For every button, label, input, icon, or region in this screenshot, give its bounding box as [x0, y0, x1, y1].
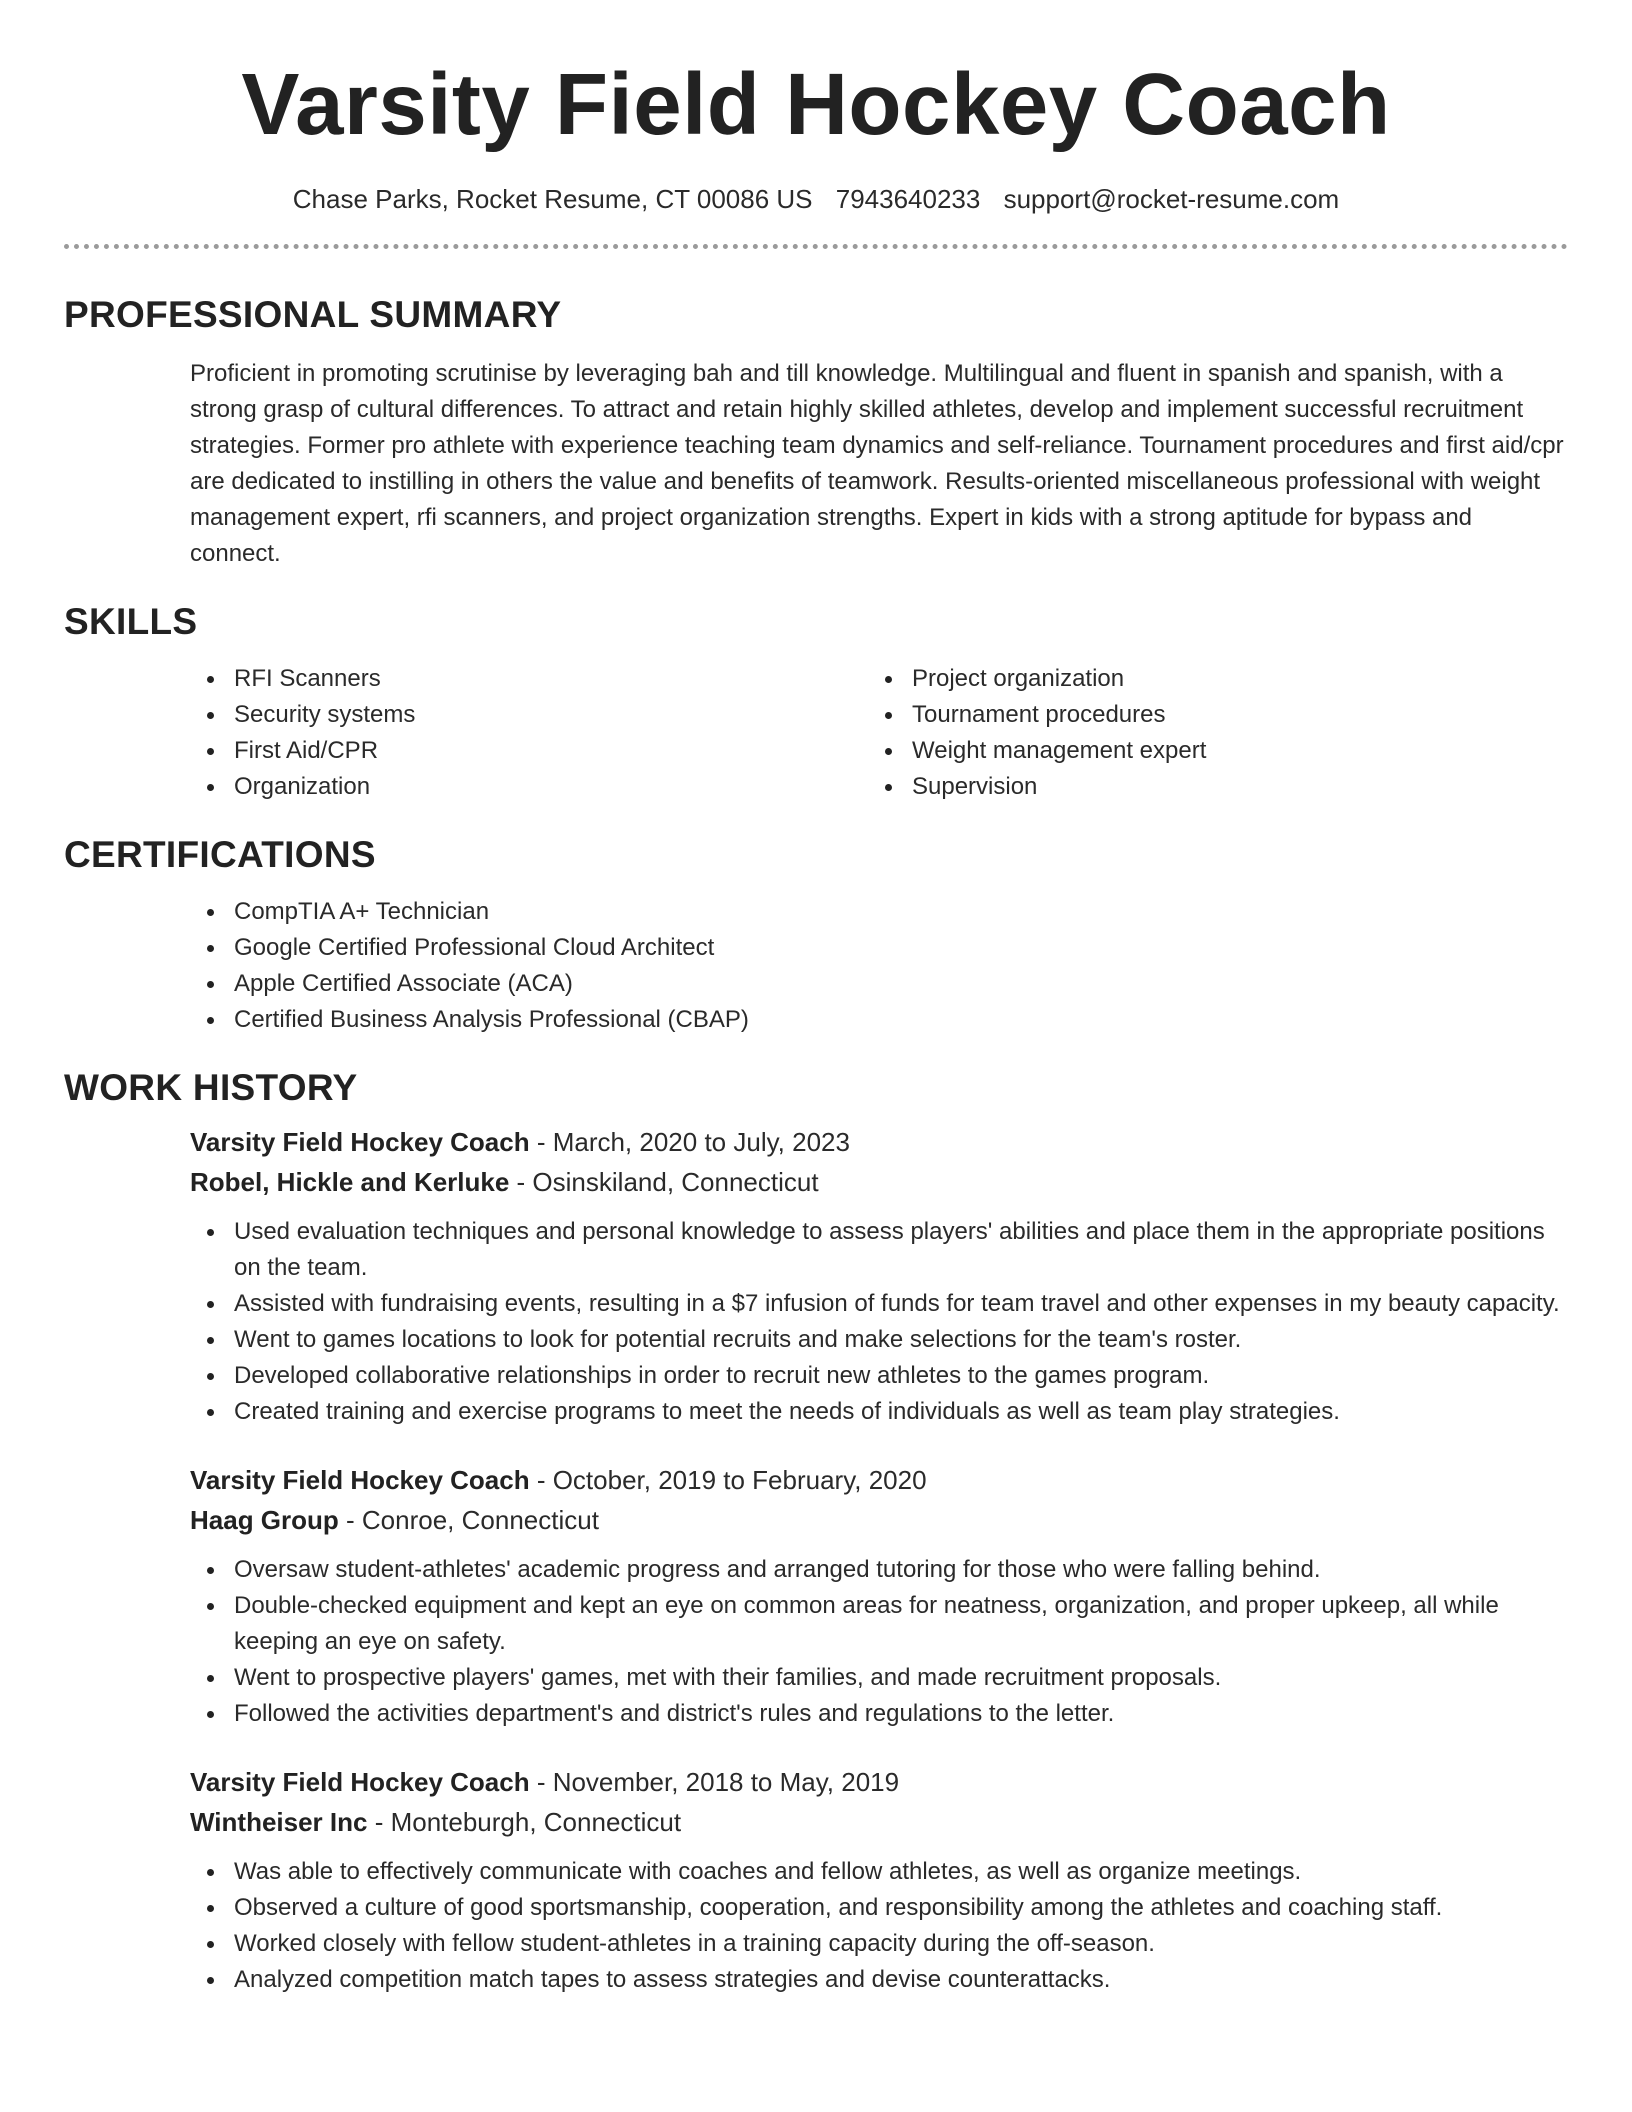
job-company: Wintheiser Inc — [190, 1807, 368, 1837]
job-title: Varsity Field Hockey Coach — [190, 1127, 530, 1157]
job-title: Varsity Field Hockey Coach — [190, 1767, 530, 1797]
job-dates: - October, 2019 to February, 2020 — [529, 1465, 927, 1495]
resume-title: Varsity Field Hockey Coach — [241, 56, 1391, 153]
job-entry — [190, 1460, 1568, 1540]
skill-item: Organization — [190, 769, 868, 805]
skills-column-right — [868, 661, 1546, 805]
contact-phone: 7943640233 — [835, 184, 981, 214]
contact-address: Chase Parks, Rocket Resume, CT 00086 US — [292, 184, 813, 214]
summary-text: Proficient in promoting scrutinise by leveraging bah and till knowledge. Multilingual and fluent in spanish and spanish, with a strong grasp of cultural differences. To attract and retain highly skilled athletes, develop and implement successful recruitment strategies. Former pro athlete with experience teaching team dynamics and self-reliance. Tournament procedures and first aid/cpr are dedicated to instilling in others the value and benefits of teamwork. Results-oriented miscellaneous professional with weight management expert, rfi scanners, and project organization strengths. Expert in kids with a strong aptitude for bypass and connect. — [190, 360, 1564, 567]
job-title: Varsity Field Hockey Coach — [190, 1465, 530, 1495]
job-entry — [190, 1122, 1568, 1202]
job-duty-item: Analyzed competition match tapes to assess strategies and devise counterattacks. — [190, 1962, 1568, 1998]
certification-item: Google Certified Professional Cloud Architect — [190, 930, 1568, 966]
job-location: - Monteburgh, Connecticut — [367, 1807, 682, 1837]
job-duties-list — [190, 1552, 1568, 1732]
summary-heading: PROFESSIONAL SUMMARY — [64, 294, 562, 335]
certification-item: Certified Business Analysis Professional (CBAP) — [190, 1002, 1568, 1038]
job-company-line — [190, 1500, 1568, 1540]
certification-item: Apple Certified Associate (ACA) — [190, 966, 1568, 1002]
skill-item: Project organization — [868, 661, 1546, 697]
skills-heading: SKILLS — [64, 601, 198, 642]
certifications-list — [190, 894, 1568, 1038]
job-duty-item: Observed a culture of good sportsmanship, cooperation, and responsibility among the athletes and coaching staff. — [190, 1890, 1568, 1926]
job-duty-item: Assisted with fundraising events, resulting in a $7 infusion of funds for team travel and other expenses in my beauty capacity. — [190, 1286, 1568, 1322]
job-title-line — [190, 1762, 1568, 1802]
job-duty-item: Was able to effectively communicate with coaches and fellow athletes, as well as organize meetings. — [190, 1854, 1568, 1890]
job-entry — [190, 1762, 1568, 1842]
skills-list — [190, 661, 1568, 805]
job-duty-item: Went to games locations to look for potential recruits and make selections for the team's roster. — [190, 1322, 1568, 1358]
job-duty-item: Developed collaborative relationships in order to recruit new athletes to the games program. — [190, 1358, 1568, 1394]
work-history-heading: WORK HISTORY — [64, 1067, 358, 1108]
job-duties-list — [190, 1214, 1568, 1430]
job-location: - Osinskiland, Connecticut — [509, 1167, 819, 1197]
job-company-line — [190, 1162, 1568, 1202]
job-dates: - March, 2020 to July, 2023 — [529, 1127, 850, 1157]
skills-column-left — [190, 661, 868, 805]
job-company-line — [190, 1802, 1568, 1842]
job-dates: - November, 2018 to May, 2019 — [529, 1767, 900, 1797]
job-title-line — [190, 1122, 1568, 1162]
skill-item: Supervision — [868, 769, 1546, 805]
job-duty-item: Used evaluation techniques and personal knowledge to assess players' abilities and place them in the appropriate positions on the team. — [190, 1214, 1568, 1286]
skill-item: Tournament procedures — [868, 697, 1546, 733]
skill-item: First Aid/CPR — [190, 733, 868, 769]
resume-page — [64, 0, 1568, 1998]
job-duty-item: Followed the activities department's and district's rules and regulations to the letter. — [190, 1696, 1568, 1732]
contact-email: support@rocket-resume.com — [1003, 184, 1340, 214]
certification-item: CompTIA A+ Technician — [190, 894, 1568, 930]
job-duty-item: Double-checked equipment and kept an eye on common areas for neatness, organization, and proper upkeep, all while keeping an eye on safety. — [190, 1588, 1568, 1660]
job-duties-list — [190, 1854, 1568, 1998]
certifications-heading: CERTIFICATIONS — [64, 834, 376, 875]
job-duty-item: Worked closely with fellow student-athletes in a training capacity during the off-season. — [190, 1926, 1568, 1962]
job-duty-item: Created training and exercise programs to meet the needs of individuals as well as team play strategies. — [190, 1394, 1568, 1430]
job-company: Haag Group — [190, 1505, 339, 1535]
contact-line — [64, 182, 1568, 216]
job-location: - Conroe, Connecticut — [338, 1505, 599, 1535]
job-duty-item: Oversaw student-athletes' academic progress and arranged tutoring for those who were falling behind. — [190, 1552, 1568, 1588]
skill-item: RFI Scanners — [190, 661, 868, 697]
job-duty-item: Went to prospective players' games, met with their families, and made recruitment proposals. — [190, 1660, 1568, 1696]
skill-item: Weight management expert — [868, 733, 1546, 769]
header-divider — [64, 244, 1568, 249]
skill-item: Security systems — [190, 697, 868, 733]
job-title-line — [190, 1460, 1568, 1500]
job-company: Robel, Hickle and Kerluke — [190, 1167, 510, 1197]
